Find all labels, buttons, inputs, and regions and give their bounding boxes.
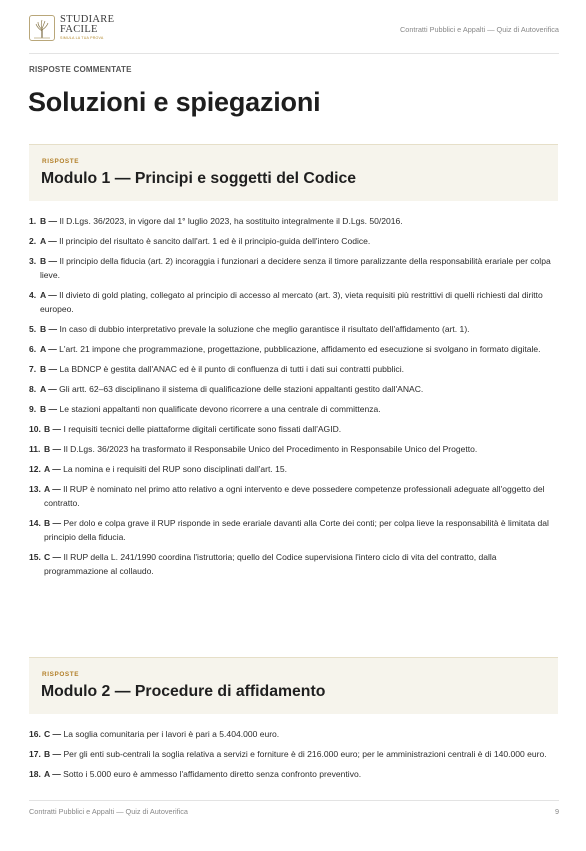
page-number: 9 — [554, 807, 559, 816]
answer-item: 8. A — Gli artt. 62–63 disciplinano il sistema di qualificazione delle stazioni appaltanti gestito dall'ANAC. — [29, 384, 424, 394]
answer-item: 17. B — Per gli enti sub-centrali la soglia relativa a servizi e forniture è di 216.000 euro; per le amministrazioni centrali è di 140.000 euro. — [29, 749, 547, 759]
answer-letter: C — [44, 729, 51, 739]
answer-number: 7. — [29, 364, 37, 374]
answer-item: 4. A — Il divieto di gold plating, collegato al principio di accesso al mercato (art. 3), vieta requisiti più restrittivi di quelli richiesti dal diritto europeo. — [29, 290, 543, 314]
module-title: Modulo 1 — Principi e soggetti del Codice — [41, 170, 357, 187]
answer-text: Per dolo e colpa grave il RUP risponde in sede erariale davanti alla Corte dei conti; per colpa lieve la responsabilità è limitata dal principio della fiducia. — [44, 518, 549, 542]
module-1-header — [29, 144, 558, 201]
answer-letter: B — [40, 404, 47, 414]
answer-text: Il principio del risultato è sancito dall'art. 1 ed è il principio-guida dell'intero Codice. — [59, 236, 371, 246]
answer-item: 10. B — I requisiti tecnici delle piattaforme digitali certificate sono fissati dall'AGID. — [29, 424, 342, 434]
module-label: RISPOSTE — [42, 671, 80, 678]
answer-number: 4. — [29, 290, 37, 300]
page-header — [29, 13, 559, 54]
answer-number: 1. — [29, 216, 37, 226]
answer-text: La soglia comunitaria per i lavori è pari a 5.404.000 euro. — [63, 729, 280, 739]
answer-letter: C — [44, 552, 51, 562]
answer-number: 15. — [29, 552, 41, 562]
answer-letter: B — [44, 424, 51, 434]
answer-letter: B — [44, 444, 51, 454]
module-title: Modulo 2 — Procedure di affidamento — [41, 683, 326, 700]
answer-number: 6. — [29, 344, 37, 354]
answer-text: Gli artt. 62–63 disciplinano il sistema di qualificazione delle stazioni appaltanti gestito dall'ANAC. — [59, 384, 424, 394]
answer-letter: B — [40, 256, 47, 266]
answer-text: Il divieto di gold plating, collegato al principio di accesso al mercato (art. 3), vieta requisiti più restrittivi di quelli richiesti dal diritto europeo. — [40, 290, 543, 314]
answer-text: Per gli enti sub-centrali la soglia relativa a servizi e forniture è di 216.000 euro; per le amministrazioni centrali è di 140.000 euro. — [63, 749, 547, 759]
answer-letter: A — [40, 384, 46, 394]
answer-item: 3. B — Il principio della fiducia (art. 2) incoraggia i funzionari a decidere senza il timore paralizzante della responsabilità erariale per colpa lieve. — [29, 256, 551, 280]
answer-item: 2. A — Il principio del risultato è sancito dall'art. 1 ed è il principio-guida dell'intero Codice. — [29, 236, 371, 246]
answer-item: 5. B — In caso di dubbio interpretativo prevale la soluzione che meglio garantisce il risultato dell'affidamento (art. 1). — [29, 324, 470, 334]
logo-text — [60, 15, 114, 41]
answer-number: 8. — [29, 384, 37, 394]
answer-letter: A — [40, 236, 46, 246]
answer-text: Il D.Lgs. 36/2023, in vigore dal 1° luglio 2023, ha sostituito integralmente il D.Lgs. 50/2016. — [59, 216, 403, 226]
logo-tagline: SIMULA LA TUA PROVA — [60, 36, 104, 40]
answer-number: 14. — [29, 518, 41, 528]
answer-item: 14. B — Per dolo e colpa grave il RUP risponde in sede erariale davanti alla Corte dei conti; per colpa lieve la responsabilità è limitata dal principio della fiducia. — [29, 518, 549, 542]
footer-text: Contratti Pubblici e Appalti — Quiz di Autoverifica — [29, 807, 188, 816]
answer-text: Il RUP è nominato nel primo atto relativo a ogni intervento e deve possedere competenze professionali adeguate all'oggetto del contratto. — [44, 484, 545, 508]
answer-letter: A — [44, 769, 50, 779]
answer-number: 17. — [29, 749, 41, 759]
answer-item: 16. C — La soglia comunitaria per i lavori è pari a 5.404.000 euro. — [29, 729, 280, 739]
answer-item: 7. B — La BDNCP è gestita dall'ANAC ed è il punto di confluenza di tutti i dati sui contratti pubblici. — [29, 364, 404, 374]
module-2-header — [29, 657, 558, 714]
answer-item: 12. A — La nomina e i requisiti del RUP sono disciplinati dall'art. 15. — [29, 464, 287, 474]
page-footer — [29, 800, 559, 816]
answer-letter: A — [44, 484, 50, 494]
answer-letter: B — [44, 518, 51, 528]
answer-text: I requisiti tecnici delle piattaforme digitali certificate sono fissati dall'AGID. — [63, 424, 342, 434]
answer-text: Il principio della fiducia (art. 2) incoraggia i funzionari a decidere senza il timore paralizzante della responsabilità erariale per colpa lieve. — [40, 256, 551, 280]
answer-item: 11. B — Il D.Lgs. 36/2023 ha trasformato il Responsabile Unico del Procedimento in Responsabile Unico del Progetto. — [29, 444, 478, 454]
answer-item: 15. C — Il RUP della L. 241/1990 coordina l'istruttoria; quello del Codice supervisiona l'intero ciclo di vita del contratto, dalla programmazione al collaudo. — [29, 552, 497, 576]
answer-letter: B — [40, 364, 47, 374]
tree-icon — [29, 15, 55, 41]
answer-letter: B — [40, 216, 47, 226]
answer-number: 9. — [29, 404, 37, 414]
answer-number: 3. — [29, 256, 37, 266]
module-2-answers — [29, 727, 557, 787]
answer-number: 13. — [29, 484, 41, 494]
module-1-answers — [29, 214, 557, 584]
logo — [29, 15, 114, 41]
logo-line2: FACILE — [60, 24, 98, 35]
answer-number: 12. — [29, 464, 41, 474]
page-title: Soluzioni e spiegazioni — [28, 87, 321, 117]
answer-item: 9. B — Le stazioni appaltanti non qualificate devono ricorrere a una centrale di committenza. — [29, 404, 381, 414]
answer-text: La BDNCP è gestita dall'ANAC ed è il punto di confluenza di tutti i dati sui contratti pubblici. — [59, 364, 404, 374]
answer-number: 10. — [29, 424, 41, 434]
answer-letter: B — [44, 749, 51, 759]
logo-line1: STUDIARE — [60, 14, 115, 25]
answer-letter: B — [40, 324, 47, 334]
section-kicker: RISPOSTE COMMENTATE — [29, 65, 132, 74]
answer-text: L'art. 21 impone che programmazione, progettazione, pubblicazione, affidamento ed esecuzione si svolgano in formato digitale. — [59, 344, 541, 354]
document-title: Contratti Pubblici e Appalti — Quiz di Autoverifica — [400, 25, 559, 34]
module-label: RISPOSTE — [42, 158, 80, 165]
answer-letter: A — [44, 464, 50, 474]
answer-text: La nomina e i requisiti del RUP sono disciplinati dall'art. 15. — [63, 464, 287, 474]
answer-text: In caso di dubbio interpretativo prevale la soluzione che meglio garantisce il risultato dell'affidamento (art. 1). — [59, 324, 470, 334]
answer-text: Il RUP della L. 241/1990 coordina l'istruttoria; quello del Codice supervisiona l'intero ciclo di vita del contratto, dalla programmazione al collaudo. — [44, 552, 497, 576]
answer-number: 2. — [29, 236, 37, 246]
answer-text: Sotto i 5.000 euro è ammesso l'affidamento diretto senza confronto preventivo. — [63, 769, 362, 779]
answer-letter: A — [40, 344, 46, 354]
answer-item: 1. B — Il D.Lgs. 36/2023, in vigore dal 1° luglio 2023, ha sostituito integralmente il D.Lgs. 50/2016. — [29, 216, 403, 226]
answer-letter: A — [40, 290, 46, 300]
answer-number: 11. — [29, 444, 41, 454]
answer-number: 5. — [29, 324, 37, 334]
answer-item: 13. A — Il RUP è nominato nel primo atto relativo a ogni intervento e deve possedere competenze professionali adeguate all'oggetto del contratto. — [29, 484, 545, 508]
answer-text: Il D.Lgs. 36/2023 ha trasformato il Responsabile Unico del Procedimento in Responsabile Unico del Progetto. — [63, 444, 478, 454]
answer-item: 6. A — L'art. 21 impone che programmazione, progettazione, pubblicazione, affidamento ed esecuzione si svolgano in formato digitale. — [29, 344, 541, 354]
answer-item: 18. A — Sotto i 5.000 euro è ammesso l'affidamento diretto senza confronto preventivo. — [29, 769, 362, 779]
answer-number: 18. — [29, 769, 41, 779]
answer-text: Le stazioni appaltanti non qualificate devono ricorrere a una centrale di committenza. — [59, 404, 381, 414]
answer-number: 16. — [29, 729, 41, 739]
